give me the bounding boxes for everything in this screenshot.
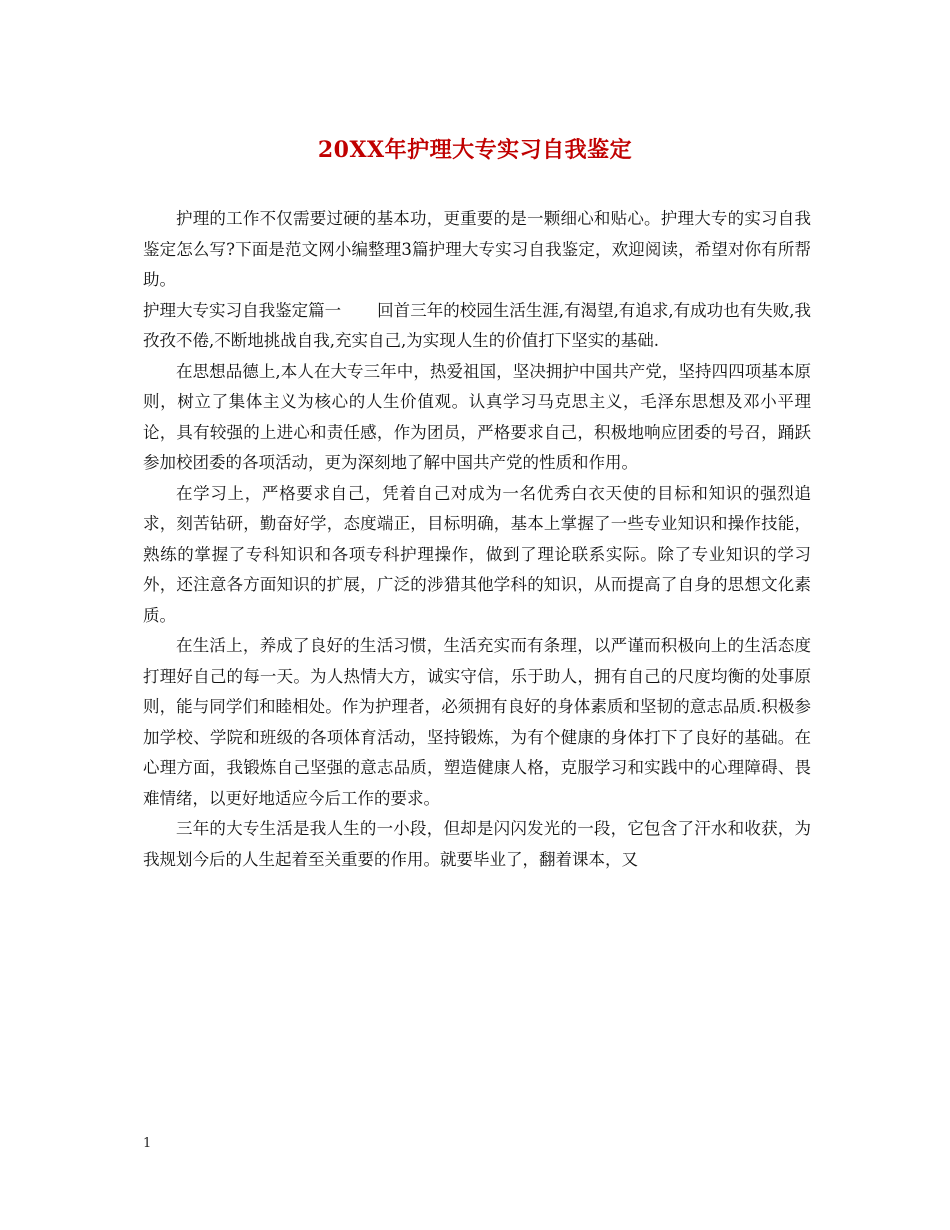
document-title: 20XX年护理大专实习自我鉴定 bbox=[317, 137, 633, 163]
section-heading-paragraph bbox=[143, 296, 811, 357]
study-paragraph: 在学习上，严格要求自己，凭着自己对成为一名优秀白衣天使的目标和知识的强烈追求，刻苦钻研，勤奋好学，态度端正，目标明确，基本上掌握了一些专业知识和操作技能，熟练的掌握了专科知识和各项专科护理操作，做到了理论联系实际。除了专业知识的学习外，还注意各方面知识的扩展，广泛的涉猎其他学科的知识，从而提高了自身的思想文化素质。 bbox=[143, 483, 811, 625]
ideology-paragraph: 在思想品德上,本人在大专三年中，热爱祖国，坚决拥护中国共产党，坚持四四项基本原则，树立了集体主义为核心的人生价值观。认真学习马克思主义，毛泽东思想及邓小平理论，具有较强的上进心和责任感，作为团员，严格要求自己，积极地响应团委的号召，踊跃参加校团委的各项活动，更为深刻地了解中国共产党的性质和作用。 bbox=[143, 361, 811, 472]
life-paragraph: 在生活上，养成了良好的生活习惯，生活充实而有条理，以严谨而积极向上的生活态度打理好自己的每一天。为人热情大方，诚实守信，乐于助人，拥有自己的尺度均衡的处事原则，能与同学们和睦相处。作为护理者，必须拥有良好的身体素质和坚韧的意志品质.积极参加学校、学院和班级的各项体育活动，坚持锻炼，为有个健康的身体打下了良好的基础。在心理方面，我锻炼自己坚强的意志品质，塑造健康人格，克服学习和实践中的心理障碍、畏难情绪，以更好地适应今后工作的要求。 bbox=[143, 636, 811, 808]
section-heading: 护理大专实习自我鉴定篇一 bbox=[143, 300, 342, 320]
intro-paragraph: 护理的工作不仅需要过硬的基本功，更重要的是一颗细心和贴心。护理大专的实习自我鉴定怎么写?下面是范文网小编整理3篇护理大专实习自我鉴定，欢迎阅读，希望对你有所帮助。 bbox=[143, 209, 811, 289]
summary-paragraph: 三年的大专生活是我人生的一小段，但却是闪闪发光的一段，它包含了汗水和收获，为我规划今后的人生起着至关重要的作用。就要毕业了，翻着课本，又 bbox=[143, 819, 811, 869]
page-number: 1 bbox=[143, 1136, 152, 1151]
section-opening-text: 回首三年的校园生活生涯,有渴望,有追求,有成功也有失败,我孜孜不倦,不断地挑战自我,充实自己,为实现人生的价值打下坚实的基础. bbox=[143, 300, 812, 350]
document-body bbox=[143, 204, 811, 875]
